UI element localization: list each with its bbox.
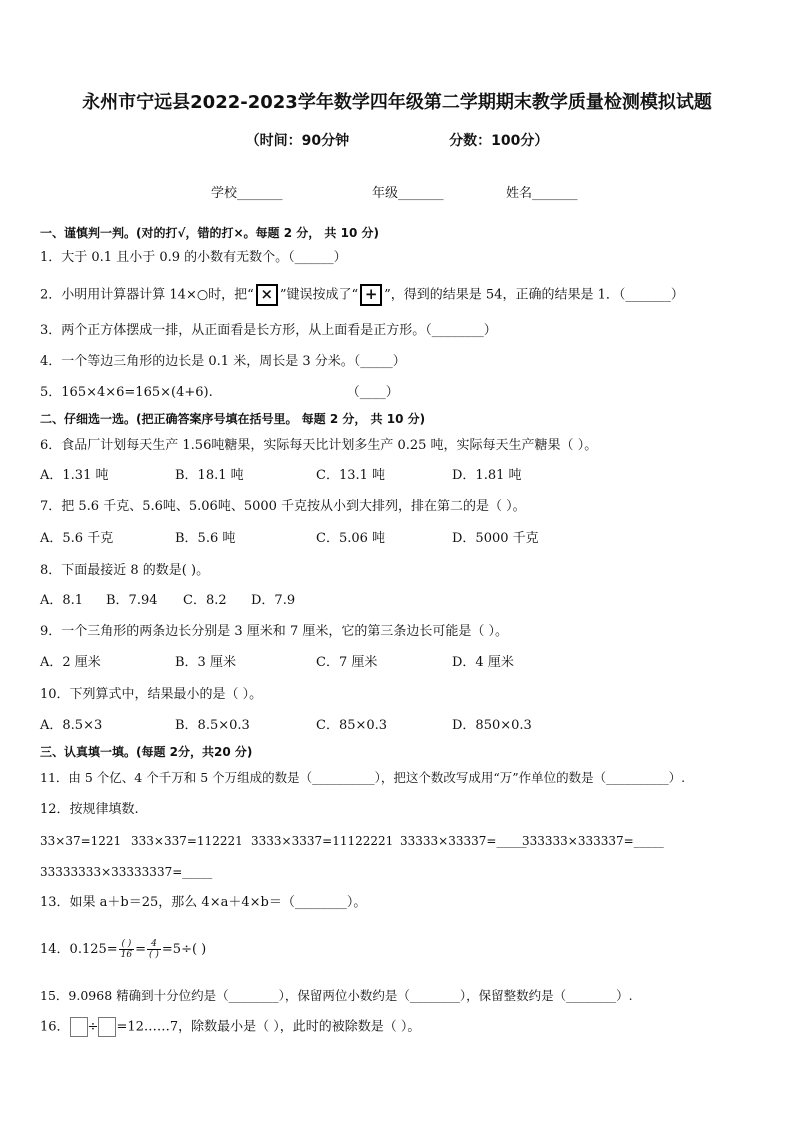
question-5-text: 5．165×4×6=165×(4+6). — [40, 385, 213, 400]
fraction-1 — [119, 939, 134, 960]
question-4: 4．一个等边三角形的边长是 0.1 米，周长是 3 分米。（_____） — [40, 354, 406, 369]
fraction-2-denominator[interactable]: ( ) — [149, 950, 159, 960]
question-14-text-b: =5÷( ) — [161, 942, 207, 957]
page-title: 永州市宁远县2022-2023学年数学四年级第二学期期末教学质量检测模拟试题 — [82, 92, 712, 113]
name-field[interactable]: 姓名_______ — [506, 186, 578, 201]
question-15: 15．9.0968 精确到十分位约是（________），保留两位小数约是（________），保留整数约是（________）. — [40, 988, 633, 1003]
dividend-box[interactable] — [70, 1017, 88, 1037]
q8-option-c[interactable]: C．8.2 — [183, 593, 227, 608]
q8-option-b[interactable]: B．7.94 — [106, 593, 158, 608]
q8-option-d[interactable]: D．7.9 — [251, 593, 296, 608]
q9-option-c[interactable]: C．7 厘米 — [316, 655, 378, 670]
q7-option-d[interactable]: D．5000 千克 — [452, 531, 539, 546]
q6-option-d[interactable]: D．1.81 吨 — [452, 468, 522, 483]
question-5-blank[interactable]: （____） — [346, 385, 399, 400]
q7-option-c[interactable]: C．5.06 吨 — [316, 531, 386, 546]
section-1-heading: 一、谨慎判一判。(对的打√，错的打×。每题 2 分， 共 10 分) — [40, 226, 379, 240]
q10-option-c[interactable]: C．85×0.3 — [316, 718, 388, 733]
fraction-1-denominator: 16 — [120, 950, 133, 960]
divisor-box[interactable] — [98, 1017, 116, 1037]
equals-sign: = — [135, 942, 147, 957]
grade-field[interactable]: 年级_______ — [372, 186, 444, 201]
q10-option-a[interactable]: A．8.5×3 — [40, 718, 103, 733]
q7-option-a[interactable]: A．5.6 千克 — [40, 531, 114, 546]
question-2-text-b: ”键误按成了“ — [279, 287, 359, 303]
fraction-1-numerator[interactable]: ( ) — [119, 939, 134, 950]
q10-option-d[interactable]: D．850×0.3 — [452, 718, 532, 733]
q9-option-b[interactable]: B．3 厘米 — [175, 655, 236, 670]
question-16-text: =12……7，除数最小是（ ），此时的被除数是（ ）。 — [116, 1019, 421, 1035]
question-10: 10．下列算式中，结果最小的是（ ）。 — [40, 687, 263, 702]
question-2-text-c: ”，得到的结果是 54，正确的结果是 1．（_______） — [384, 287, 684, 303]
q12-pattern-1: 33×37=1221 — [40, 834, 122, 848]
question-1: 1．大于 0.1 且小于 0.9 的小数有无数个。（______） — [40, 250, 347, 265]
q12-pattern-5: 333333×333337=_____ — [522, 834, 664, 848]
question-14-text-a: 14．0.125= — [40, 942, 118, 957]
q9-option-d[interactable]: D．4 厘米 — [452, 655, 514, 670]
question-16 — [40, 1017, 420, 1037]
section-2-heading: 二、仔细选一选。(把正确答案序号填在括号里。 每题 2 分， 共 10 分) — [40, 412, 426, 426]
q9-option-a[interactable]: A．2 厘米 — [40, 655, 101, 670]
q10-option-b[interactable]: B．8.5×0.3 — [175, 718, 250, 733]
divide-sign: ÷ — [87, 1019, 99, 1035]
question-12: 12．按规律填数. — [40, 802, 139, 817]
question-7: 7．把 5.6 千克、5.6吨、5.06吨、5000 千克按从小到大排列，排在第二的是（ ）。 — [40, 499, 526, 514]
section-3-heading: 三、认真填一填。(每题 2分，共20 分) — [40, 745, 253, 759]
question-11: 11．由 5 个亿、4 个千万和 5 个万组成的数是（__________），把这个数改写成用“万”作单位的数是（__________）. — [40, 770, 686, 785]
q8-option-a[interactable]: A．8.1 — [40, 593, 84, 608]
question-2-text-a: 2．小明用计算器计算 14×○时，把“ — [40, 287, 254, 303]
question-3: 3．两个正方体摆成一排，从正面看是长方形，从上面看是正方形。（________） — [40, 323, 497, 338]
fraction-2-numerator: 4 — [147, 939, 161, 950]
exam-meta — [0, 130, 794, 150]
exam-score: 分数：100分） — [449, 133, 549, 149]
question-13: 13．如果 a＋b＝25，那么 4×a＋4×b＝（________）。 — [40, 895, 367, 910]
question-5 — [40, 384, 399, 402]
question-16-label: 16． — [40, 1019, 70, 1035]
question-6: 6．食品厂计划每天生产 1.56吨糖果，实际每天比计划多生产 0.25 吨，实际每天生产糖果（ ）。 — [40, 438, 598, 453]
q12-pattern-4: 33333×33337=_____ — [400, 834, 527, 848]
q7-option-b[interactable]: B．5.6 吨 — [175, 531, 236, 546]
exam-time: （时间：90分钟 — [245, 133, 350, 149]
q12-pattern-2: 333×337=112221 — [131, 834, 243, 848]
q6-option-b[interactable]: B．18.1 吨 — [175, 468, 244, 483]
q6-option-a[interactable]: A．1.31 吨 — [40, 468, 109, 483]
question-14 — [40, 937, 206, 963]
q12-pattern-6: 33333333×33333337=_____ — [40, 865, 213, 879]
question-2 — [40, 284, 684, 306]
question-9: 9．一个三角形的两条边长分别是 3 厘米和 7 厘米，它的第三条边长可能是（ ）。 — [40, 624, 508, 639]
multiply-key-icon: × — [256, 284, 278, 306]
school-field[interactable]: 学校_______ — [211, 186, 283, 201]
fraction-2 — [147, 939, 161, 960]
question-8: 8．下面最接近 8 的数是( )。 — [40, 563, 210, 578]
q12-pattern-3: 3333×3337=11122221 — [251, 834, 394, 848]
plus-key-icon: + — [360, 284, 382, 306]
q6-option-c[interactable]: C．13.1 吨 — [316, 468, 386, 483]
